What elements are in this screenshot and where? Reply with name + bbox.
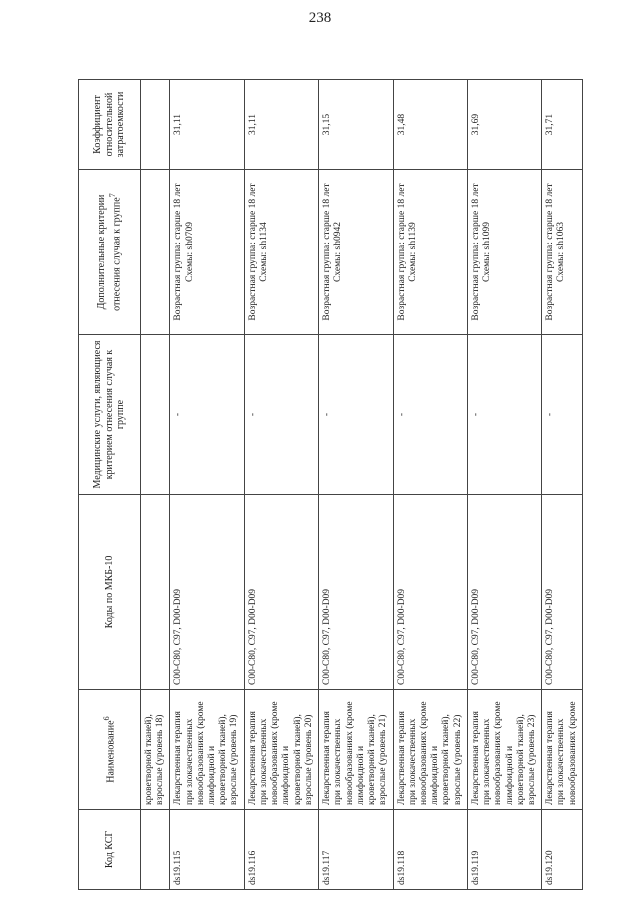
row-name: Лекарственная терапия при злокачественных новообразованиях (кроме (542, 690, 583, 810)
cont-name: кроветворной тканей), взрослые (уровень 18) (141, 690, 170, 810)
table-row (170, 80, 244, 890)
cont-coef (141, 80, 170, 170)
row-coef: 31,71 (542, 80, 583, 170)
row-code: ds19.118 (393, 810, 467, 890)
row-code: ds19.115 (170, 810, 244, 890)
cont-crit (141, 170, 170, 335)
table-row (467, 80, 541, 890)
header-med: Медицинские услуги, являющиеся критерием отнесения случая к группе (79, 335, 141, 495)
row-coef: 31,69 (467, 80, 541, 170)
rotated-table-container (78, 80, 583, 890)
row-name: Лекарственная терапия при злокачественных новообразованиях (кроме лимфоидной и кроветворной тканей), взрослые (уровень 23) (467, 690, 541, 810)
table-row (393, 80, 467, 890)
header-coef: Коэффициент относительной затратоемкости (79, 80, 141, 170)
row-crit: Возрастная группа: старше 18 лет Схемы: sh0709 (170, 170, 244, 335)
row-name: Лекарственная терапия при злокачественных новообразованиях (кроме лимфоидной и кроветворной тканей), взрослые (уровень 21) (319, 690, 393, 810)
row-coef: 31,15 (319, 80, 393, 170)
header-name (79, 690, 141, 810)
row-crit: Возрастная группа: старше 18 лет Схемы: sh0942 (319, 170, 393, 335)
row-name: Лекарственная терапия при злокачественных новообразованиях (кроме лимфоидной и кроветворной тканей), взрослые (уровень 19) (170, 690, 244, 810)
continuation-row (141, 80, 170, 890)
row-med: - (467, 335, 541, 495)
row-crit: Возрастная группа: старше 18 лет Схемы: sh1134 (244, 170, 318, 335)
header-crit (79, 170, 141, 335)
page-number: 238 (308, 10, 332, 26)
header-code: Код КСГ (79, 810, 141, 890)
header-name-footnote: 6 (101, 716, 111, 721)
row-mkb: C00-C80, C97, D00-D09 (393, 495, 467, 690)
row-crit: Возрастная группа: старше 18 лет Схемы: sh1099 (467, 170, 541, 335)
row-med: - (170, 335, 244, 495)
row-name: Лекарственная терапия при злокачественных новообразованиях (кроме лимфоидной и кроветворной тканей), взрослые (уровень 20) (244, 690, 318, 810)
table-row (542, 80, 583, 890)
row-crit: Возрастная группа: старше 18 лет Схемы: sh1139 (393, 170, 467, 335)
header-crit-text: Дополнительные критерии отнесения случая к группе (96, 194, 123, 311)
cont-med (141, 335, 170, 495)
header-mkb: Коды по МКБ-10 (79, 495, 141, 690)
cont-code (141, 810, 170, 890)
row-mkb: C00-C80, C97, D00-D09 (319, 495, 393, 690)
row-mkb: C00-C80, C97, D00-D09 (542, 495, 583, 690)
table-row (244, 80, 318, 890)
header-name-text: Наименование (105, 720, 117, 783)
row-code: ds19.119 (467, 810, 541, 890)
ksg-table (78, 79, 583, 890)
row-code: ds19.120 (542, 810, 583, 890)
row-coef: 31,11 (244, 80, 318, 170)
header-crit-footnote: 7 (107, 193, 117, 198)
row-med: - (393, 335, 467, 495)
row-name: Лекарственная терапия при злокачественных новообразованиях (кроме лимфоидной и кроветворной тканей), взрослые (уровень 22) (393, 690, 467, 810)
row-code: ds19.116 (244, 810, 318, 890)
row-med: - (542, 335, 583, 495)
row-mkb: C00-C80, C97, D00-D09 (467, 495, 541, 690)
table-header-row (79, 80, 141, 890)
row-code: ds19.117 (319, 810, 393, 890)
row-coef: 31,48 (393, 80, 467, 170)
row-mkb: C00-C80, C97, D00-D09 (244, 495, 318, 690)
cont-mkb (141, 495, 170, 690)
row-med: - (244, 335, 318, 495)
row-coef: 31,11 (170, 80, 244, 170)
row-mkb: C00-C80, C97, D00-D09 (170, 495, 244, 690)
row-crit: Возрастная группа: старше 18 лет Схемы: sh1063 (542, 170, 583, 335)
table-row (319, 80, 393, 890)
row-med: - (319, 335, 393, 495)
